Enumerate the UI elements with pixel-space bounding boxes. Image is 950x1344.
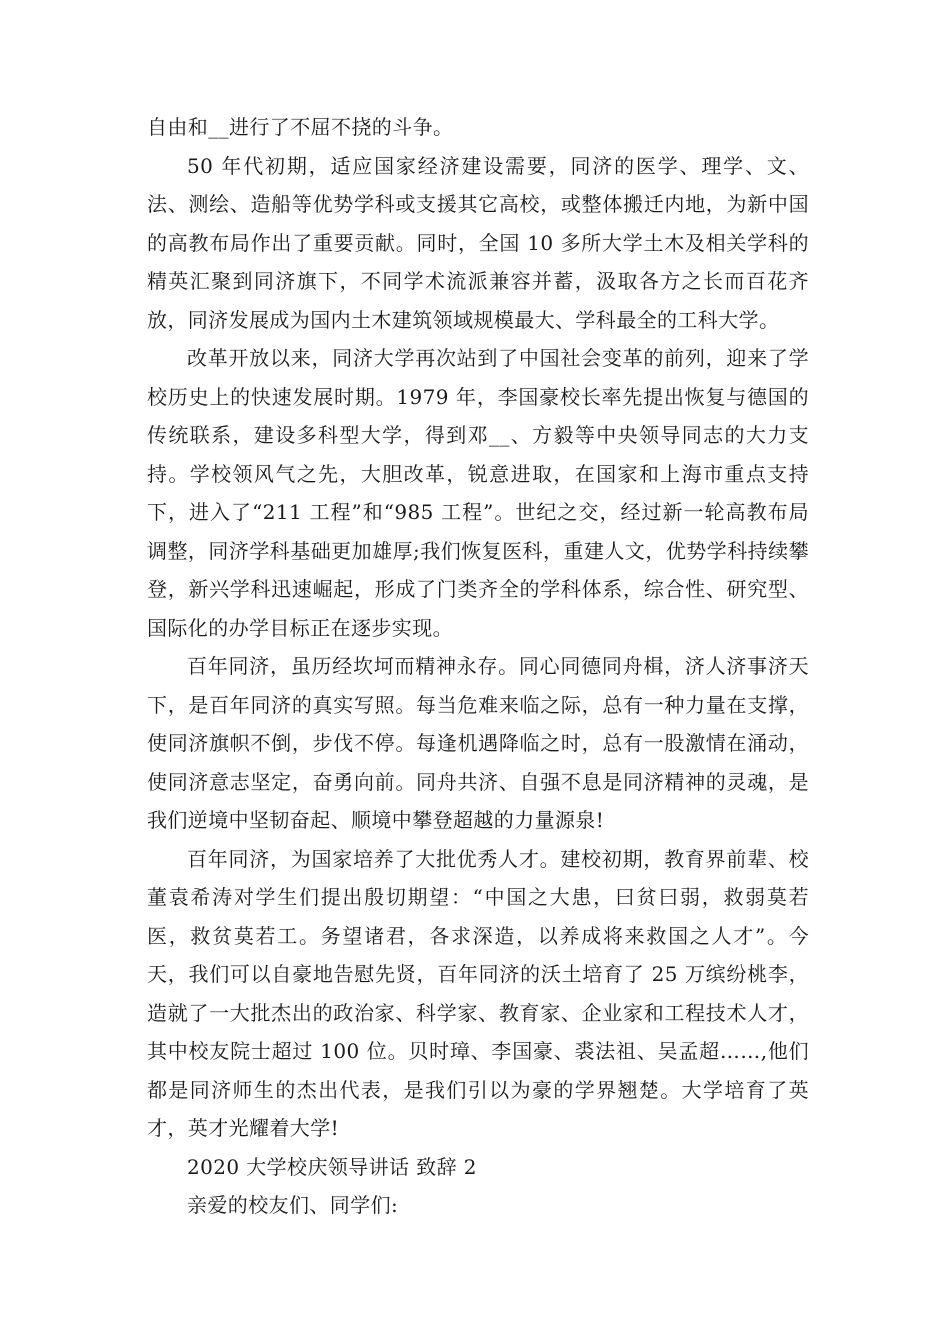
paragraph-talents: 百年同济，为国家培养了大批优秀人才。建校初期，教育界前辈、校董袁希涛对学生们提出殷切期望：“中国之大患，曰贫曰弱，救弱莫若医，救贫莫若工。务望诸君，各求深造，以养成将来救国之人才”。今天，我们可以自豪地告慰先贤，百年同济的沃土培育了 25 万缤纷桃李，造就了一大批杰出的政治家、科学家、教育家、企业家和工程技术人才，其中校友院士超过 100 位。贝时璋、李国豪、裘法祖、吴孟超……,他们都是同济师生的杰出代表，是我们引以为豪的学界翘楚。大学培育了英才，英才光耀着大学!	[147, 846, 809, 1140]
paragraph-1950s: 50 年代初期，适应国家经济建设需要，同济的医学、理学、文、法、测绘、造船等优势学科或支援其它高校，或整体搬迁内地，为新中国的高教布局作出了重要贡献。同时，全国 10 多所大学土木及相关学科的精英汇聚到同济旗下，不同学术流派兼容并蓄，汲取各方之长而百花齐放，同济发展成为国内土木建筑领域规模最大、学科最全的工科大学。	[147, 153, 809, 332]
salutation: 亲爱的校友们、同学们:	[187, 1193, 399, 1217]
document-body	[147, 108, 809, 1225]
section-heading: 2020 大学校庆领导讲话 致辞 2	[187, 1154, 477, 1179]
paragraph-continuation: 自由和__进行了不屈不挠的斗争。	[147, 115, 454, 139]
paragraph-spirit: 百年同济，虽历经坎坷而精神永存。同心同德同舟楫，济人济事济天下，是百年同济的真实写照。每当危难来临之际，总有一种力量在支撑，使同济旗帜不倒，步伐不停。每逢机遇降临之时，总有一股激情在涌动，使同济意志坚定，奋勇向前。同舟共济、自强不息是同济精神的灵魂，是我们逆境中坚韧奋起、顺境中攀登超越的力量源泉!	[147, 654, 809, 832]
paragraph-reform-era: 改革开放以来，同济大学再次站到了中国社会变革的前列，迎来了学校历史上的快速发展时期。1979 年，李国豪校长率先提出恢复与德国的传统联系，建设多科型大学，得到邓__、方毅等中央领导同志的大力支持。学校领风气之先，大胆改革，锐意进取，在国家和上海市重点支持下，进入了“211 工程”和“985 工程”。世纪之交，经过新一轮高教布局调整，同济学科基础更加雄厚;我们恢复医科，重建人文，优势学科持续攀登，新兴学科迅速崛起，形成了门类齐全的学科体系，综合性、研究型、国际化的办学目标正在逐步实现。	[147, 346, 809, 640]
